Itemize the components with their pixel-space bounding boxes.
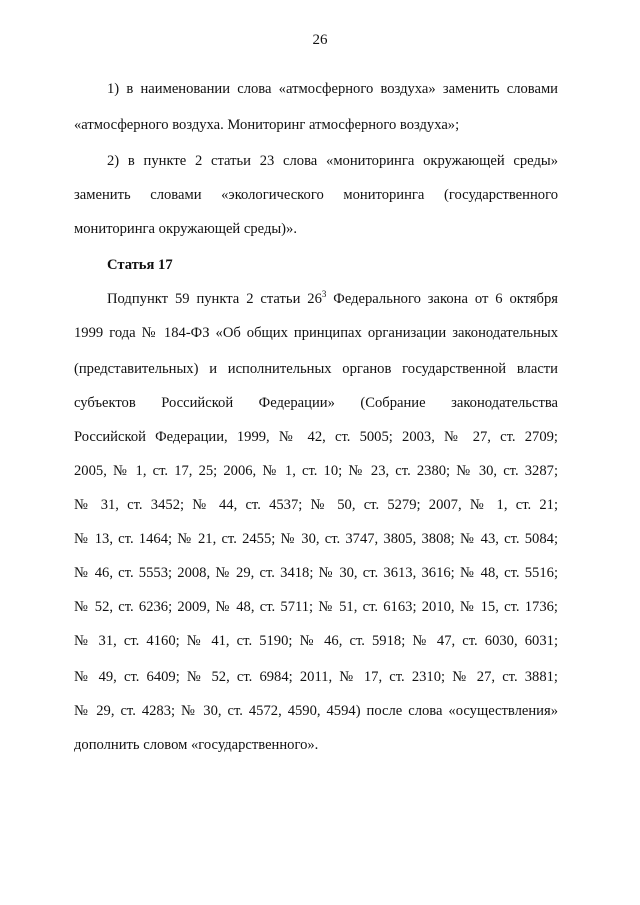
text-line: № 49, ст. 6409; № 52, ст. 6984; 2011, № 17, ст. 2310; № 27, ст. 3881; bbox=[74, 669, 558, 685]
text-line: мониторинга окружающей среды)». bbox=[74, 221, 297, 237]
superscript: 3 bbox=[321, 289, 327, 300]
text-line: «атмосферного воздуха. Мониторинг атмосферного воздуха»; bbox=[74, 117, 460, 133]
text-line: Российской Федерации, 1999, № 42, ст. 5005; 2003, № 27, ст. 2709; bbox=[74, 429, 558, 445]
text-line bbox=[107, 290, 558, 308]
article-heading: Статья 17 bbox=[107, 257, 173, 273]
text-line: № 31, ст. 3452; № 44, ст. 4537; № 50, ст. 5279; 2007, № 1, ст. 21; bbox=[74, 497, 558, 513]
page-number: 26 bbox=[312, 32, 328, 48]
text-line: № 52, ст. 6236; 2009, № 48, ст. 5711; № 51, ст. 6163; 2010, № 15, ст. 1736; bbox=[74, 599, 558, 615]
text-line: дополнить словом «государственного». bbox=[74, 737, 319, 753]
text-line: № 29, ст. 4283; № 30, ст. 4572, 4590, 4594) после слова «осуществления» bbox=[74, 703, 558, 719]
text-segment: Подпункт 59 пункта 2 статьи 26 bbox=[107, 291, 322, 307]
text-line: субъектов Российской Федерации» (Собрание законодательства bbox=[74, 395, 558, 411]
text-line: заменить словами «экологического мониторинга (государственного bbox=[74, 187, 558, 203]
text-line: № 13, ст. 1464; № 21, ст. 2455; № 30, ст. 3747, 3805, 3808; № 43, ст. 5084; bbox=[74, 531, 558, 547]
text-line: № 46, ст. 5553; 2008, № 29, ст. 3418; № 30, ст. 3613, 3616; № 48, ст. 5516; bbox=[74, 565, 558, 581]
text-line: № 31, ст. 4160; № 41, ст. 5190; № 46, ст. 5918; № 47, ст. 6030, 6031; bbox=[74, 633, 558, 649]
text-line: 1999 года № 184-ФЗ «Об общих принципах организации законодательных bbox=[74, 325, 558, 341]
text-line: 1) в наименовании слова «атмосферного воздуха» заменить словами bbox=[107, 81, 558, 97]
text-line: 2005, № 1, ст. 17, 25; 2006, № 1, ст. 10; № 23, ст. 2380; № 30, ст. 3287; bbox=[74, 463, 558, 479]
text-line: 2) в пункте 2 статьи 23 слова «мониторинга окружающей среды» bbox=[107, 153, 558, 169]
text-segment: Федерального закона от 6 октября bbox=[326, 291, 558, 307]
text-line: (представительных) и исполнительных органов государственной власти bbox=[74, 361, 558, 377]
